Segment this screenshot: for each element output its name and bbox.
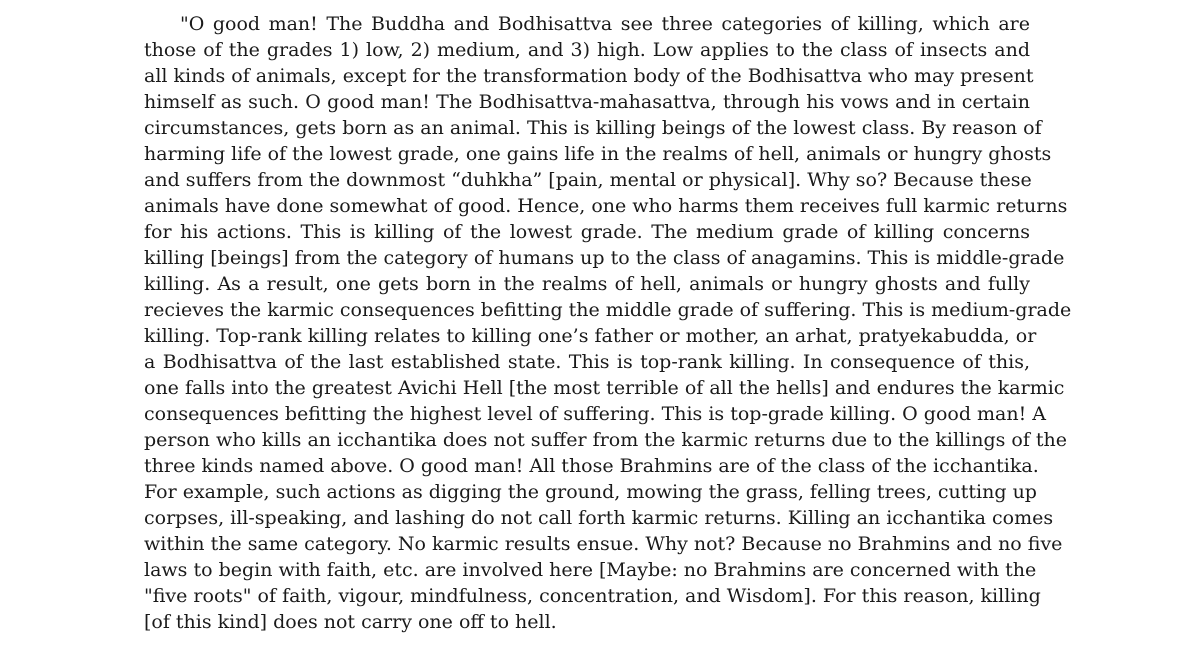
text-line: one falls into the greatest Avichi Hell [the most terrible of all the hells] and endures the karmic — [144, 377, 1065, 399]
text-line: circumstances, gets born as an animal. This is killing beings of the lowest class. By reason of — [144, 117, 1042, 139]
text-line: laws to begin with faith, etc. are involved here [Maybe: no Brahmins are concerned with the — [144, 559, 1037, 581]
text-line: person who kills an icchantika does not suffer from the karmic returns due to the killings of the — [144, 429, 1068, 451]
text-line: harming life of the lowest grade, one gains life in the realms of hell, animals or hungry ghosts — [144, 143, 1052, 165]
body-paragraph — [144, 11, 1072, 635]
text-line: consequences befitting the highest level of suffering. This is top-grade killing. O good man! A — [144, 403, 1047, 425]
text-line: all kinds of animals, except for the transformation body of the Bodhisattva who may present — [144, 65, 1034, 87]
text-line: killing. Top-rank killing relates to killing one’s father or mother, an arhat, pratyekabudda, or — [144, 325, 1037, 347]
document-page — [144, 11, 1072, 635]
text-line: For example, such actions as digging the ground, mowing the grass, felling trees, cutting up — [144, 481, 1037, 503]
text-line: a Bodhisattva of the last established state. This is top-rank killing. In consequence of this, — [144, 351, 1030, 373]
text-line: animals have done somewhat of good. Hence, one who harms them receives full karmic returns — [144, 195, 1068, 217]
text-line: recieves the karmic consequences befitting the middle grade of suffering. This is medium-grade — [144, 299, 1072, 321]
text-line: himself as such. O good man! The Bodhisattva-mahasattva, through his vows and in certain — [144, 91, 1030, 113]
text-line: within the same category. No karmic results ensue. Why not? Because no Brahmins and no five — [144, 533, 1063, 555]
text-line: and suffers from the downmost “duhkha” [pain, mental or physical]. Why so? Because these — [144, 169, 1032, 191]
text-line: corpses, ill-speaking, and lashing do not call forth karmic returns. Killing an icchantika comes — [144, 507, 1054, 529]
text-line: three kinds named above. O good man! All those Brahmins are of the class of the icchantika. — [144, 455, 1039, 477]
text-line: "five roots" of faith, vigour, mindfulness, concentration, and Wisdom]. For this reason, killing — [144, 585, 1041, 607]
text-line: "O good man! The Buddha and Bodhisattva see three categories of killing, which are — [180, 13, 1030, 35]
text-line: [of this kind] does not carry one off to hell. — [144, 611, 557, 633]
text-line: for his actions. This is killing of the lowest grade. The medium grade of killing concerns — [144, 221, 1030, 243]
text-line: those of the grades 1) low, 2) medium, and 3) high. Low applies to the class of insects and — [144, 39, 1030, 61]
text-line: killing. As a result, one gets born in the realms of hell, animals or hungry ghosts and fully — [144, 273, 1030, 295]
text-line: killing [beings] from the category of humans up to the class of anagamins. This is middle-grade — [144, 247, 1065, 269]
